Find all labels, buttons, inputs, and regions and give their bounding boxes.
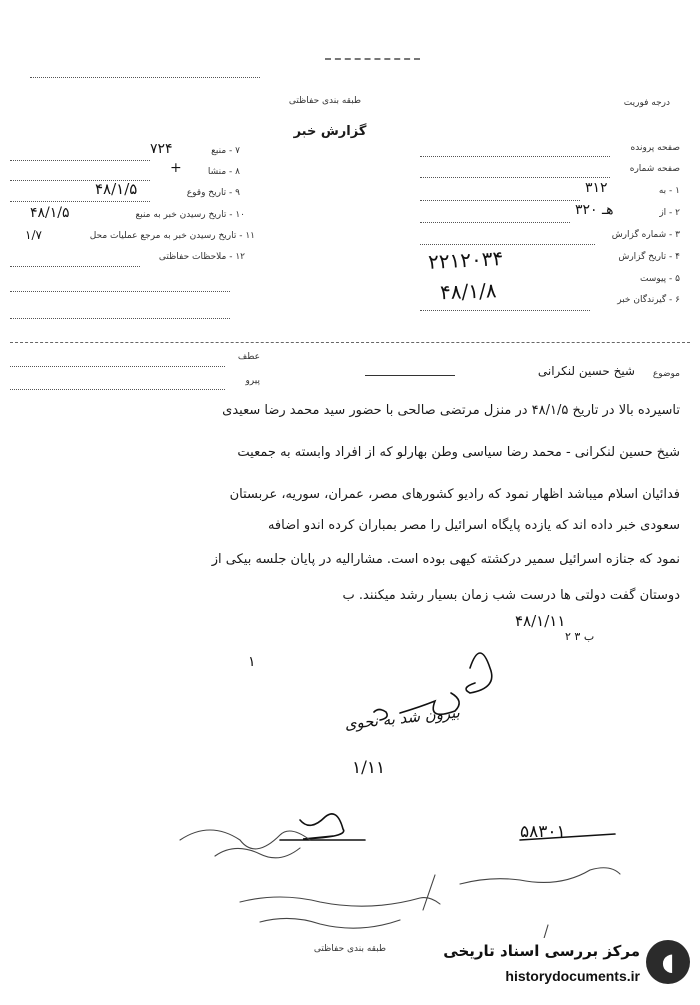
atf-label: عطف xyxy=(237,352,260,362)
subject-text: شیخ حسین لنکرانی xyxy=(537,364,635,378)
handwritten-report-date: ۴۸/۱/۸ xyxy=(439,278,497,305)
watermark xyxy=(412,938,694,998)
faint-stroke xyxy=(423,875,435,910)
body-line: شیخ حسین لنکرانی - محمد رضا سیاسی وطن بهارلو که از افراد وابسته به جمعیت xyxy=(237,445,680,460)
classification-label: طبقه بندی حفاظتی xyxy=(288,96,362,106)
field-label: ۴ - تاریخ گزارش xyxy=(618,252,680,262)
faint-signature xyxy=(240,897,440,906)
field-value: ۳۲۰ هـ xyxy=(575,202,614,218)
body-line: تاسیرده بالا در تاریخ ۴۸/۱/۵ در منزل مرتضی صالحی با حضور سید محمد رضا سعیدی xyxy=(222,403,680,418)
footer-classification: طبقه بندی حفاظتی xyxy=(313,944,387,954)
body-line: فدائیان اسلام میباشد اظهار نمود که رادیو کشورهای مصر، عمران، سوریه، عربستان xyxy=(229,487,680,502)
watermark-url: historydocuments.ir xyxy=(505,968,640,984)
field-label: ۱ - به xyxy=(658,186,680,196)
field-value: ۴۸/۱/۵ xyxy=(30,205,70,221)
handwritten-code: ۵۸۳۰۱ xyxy=(520,822,566,842)
field-value: + xyxy=(170,160,182,176)
field-value: ۱/۷ xyxy=(25,228,42,242)
field-value: ۴۸/۱/۵ xyxy=(95,180,138,198)
field-value: ۷۲۴ xyxy=(150,141,173,157)
margin-mark: ۱ xyxy=(248,654,256,670)
peyro-label: پیرو xyxy=(245,376,260,386)
field-label: ۲ - از xyxy=(659,208,680,218)
handwritten-date: ۴۸/۱/۱۱ xyxy=(515,612,566,630)
field-label: ۱۲ - ملاحظات حفاظتی xyxy=(158,252,245,262)
field-value: ۳۱۲ xyxy=(585,180,608,196)
body-line: سعودی خبر داده اند که یازده پایگاه اسرائیل را مصر بمباران کرده اندو اضافه xyxy=(267,518,680,533)
field-label: ۵ - پیوست xyxy=(639,274,680,284)
signature-note: بیرون شد به نحوی xyxy=(343,703,461,734)
urgency-label: درجه فوریت xyxy=(623,98,670,108)
faint-signature xyxy=(215,848,300,858)
faint-signature xyxy=(260,918,400,928)
field-label: ۹ - تاریخ وقوع xyxy=(186,188,240,198)
field-label: ۸ - منشا xyxy=(207,167,240,177)
field-label: ۱۰ - تاریخ رسیدن خبر به منبع xyxy=(135,210,245,220)
page-title: گزارش خبر xyxy=(293,124,367,139)
field-label: ۱۱ - تاریخ رسیدن خبر به مرجع عملیات محل xyxy=(89,231,255,241)
handwritten-date: ۱/۱۱ xyxy=(352,758,386,778)
field-label: صفحه پرونده xyxy=(630,143,680,153)
field-label: ۷ - منبع xyxy=(211,146,240,156)
faint-signature xyxy=(180,830,310,849)
watermark-logo-icon: ◖ xyxy=(646,940,690,984)
body-line: نمود که جنازه اسرائیل سمیر درکشته کیهی بوده است. مشارالیه در پایان جلسه بیکی از xyxy=(211,552,680,567)
handwritten-note: ۲ ب ۳ xyxy=(565,630,595,643)
handwritten-report-number: ۲۲۱۲۰۳۴ xyxy=(427,246,504,274)
field-label: ۶ - گیرندگان خبر xyxy=(617,295,680,305)
body-line: دوستان گفت دولتی ها درست شب زمان بسیار رشد میکنند. ب xyxy=(342,588,680,603)
field-label: صفحه شماره xyxy=(629,164,680,174)
field-label: ۳ - شماره گزارش xyxy=(611,230,680,240)
faint-signature xyxy=(460,868,620,884)
subject-label: موضوع xyxy=(652,369,680,379)
watermark-org-name: مرکز بررسی اسناد تاریخی xyxy=(443,942,640,960)
